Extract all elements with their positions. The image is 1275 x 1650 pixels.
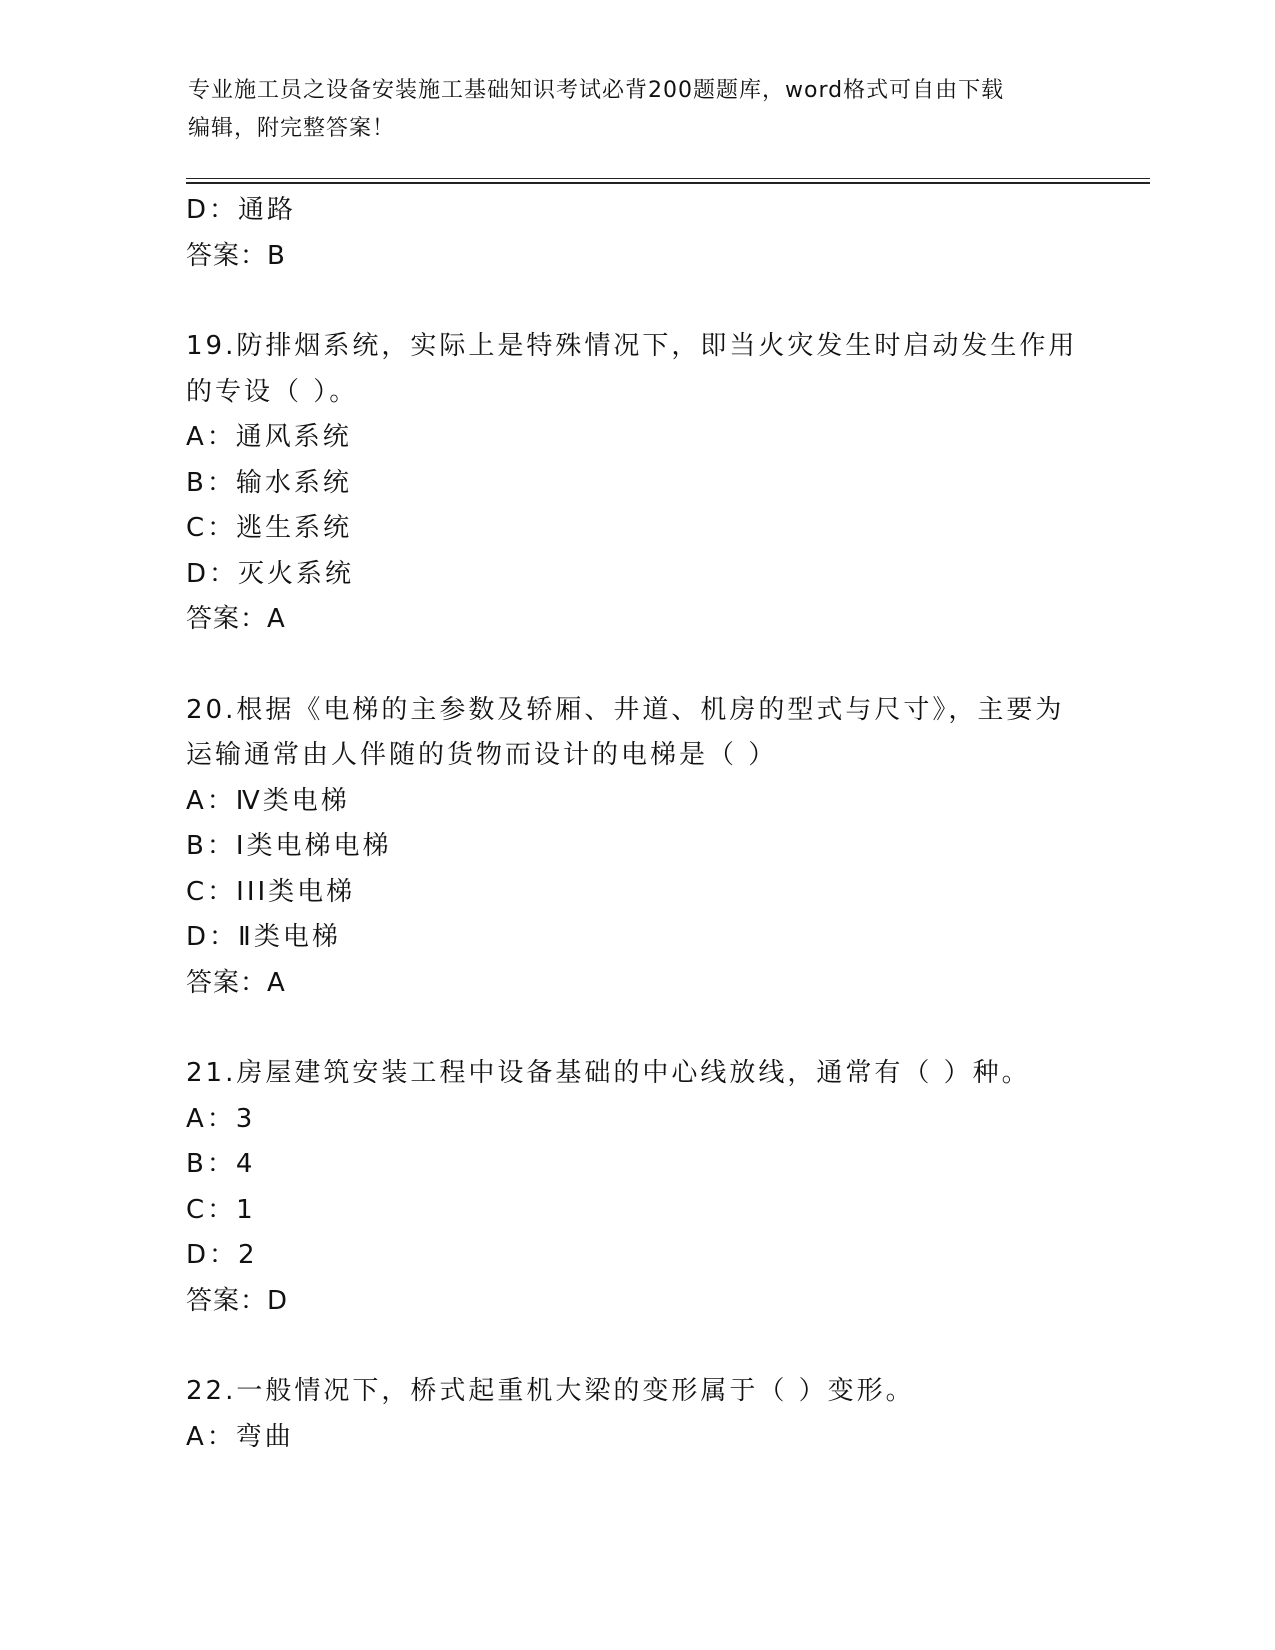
option-d: D：Ⅱ类电梯: [186, 922, 341, 952]
answer-line: 答案：D: [186, 1285, 289, 1316]
question-20: [186, 688, 1086, 1007]
question-21: [186, 1051, 1086, 1324]
spacer: [186, 643, 1086, 688]
question-22: [186, 1369, 1086, 1460]
header-divider-thin: [186, 178, 1150, 179]
document-header: [188, 72, 1068, 148]
header-divider-thick: [186, 182, 1150, 184]
option-b: B：4: [186, 1149, 256, 1179]
spacer: [186, 1324, 1086, 1369]
question-stem: 22.一般情况下，桥式起重机大梁的变形属于（ ）变形。: [186, 1376, 915, 1406]
header-line-1: 专业施工员之设备安装施工基础知识考试必背200题题库，word格式可自由下载: [188, 78, 1005, 103]
option-a: A：Ⅳ类电梯: [186, 785, 350, 816]
question-stem: 的专设（ ）。: [186, 376, 359, 407]
option-a: A：3: [186, 1103, 256, 1134]
document-body: [186, 188, 1086, 1460]
spacer: [186, 1006, 1086, 1051]
spacer: [186, 279, 1086, 324]
question-stem: 21.房屋建筑安装工程中设备基础的中心线放线，通常有（ ）种。: [186, 1058, 1031, 1088]
option-d: D：2: [186, 1240, 258, 1270]
option-a: A：弯曲: [186, 1421, 294, 1452]
question-stem: 20.根据《电梯的主参数及轿厢、井道、机房的型式与尺寸》，主要为: [186, 694, 1065, 725]
question-19: [186, 324, 1086, 643]
answer-line: 答案：A: [186, 604, 286, 634]
option-b: B：Ⅰ类电梯电梯: [186, 831, 392, 861]
option-d: D：通路: [186, 195, 297, 225]
answer-line: 答案：A: [186, 967, 286, 998]
option-c: C：1: [186, 1194, 256, 1225]
question-18-tail: [186, 188, 1086, 279]
option-d: D：灭火系统: [186, 558, 355, 589]
question-stem: 19.防排烟系统，实际上是特殊情况下，即当火灾发生时启动发生作用: [186, 331, 1078, 361]
question-stem: 运输通常由人伴随的货物而设计的电梯是（ ）: [186, 740, 778, 770]
option-c: C：逃生系统: [186, 513, 353, 543]
answer-line: 答案：B: [186, 240, 286, 271]
option-c: C：III类电梯: [186, 876, 356, 907]
option-a: A：通风系统: [186, 422, 352, 452]
option-b: B：输水系统: [186, 467, 352, 498]
header-line-2: 编辑，附完整答案！: [188, 116, 396, 141]
